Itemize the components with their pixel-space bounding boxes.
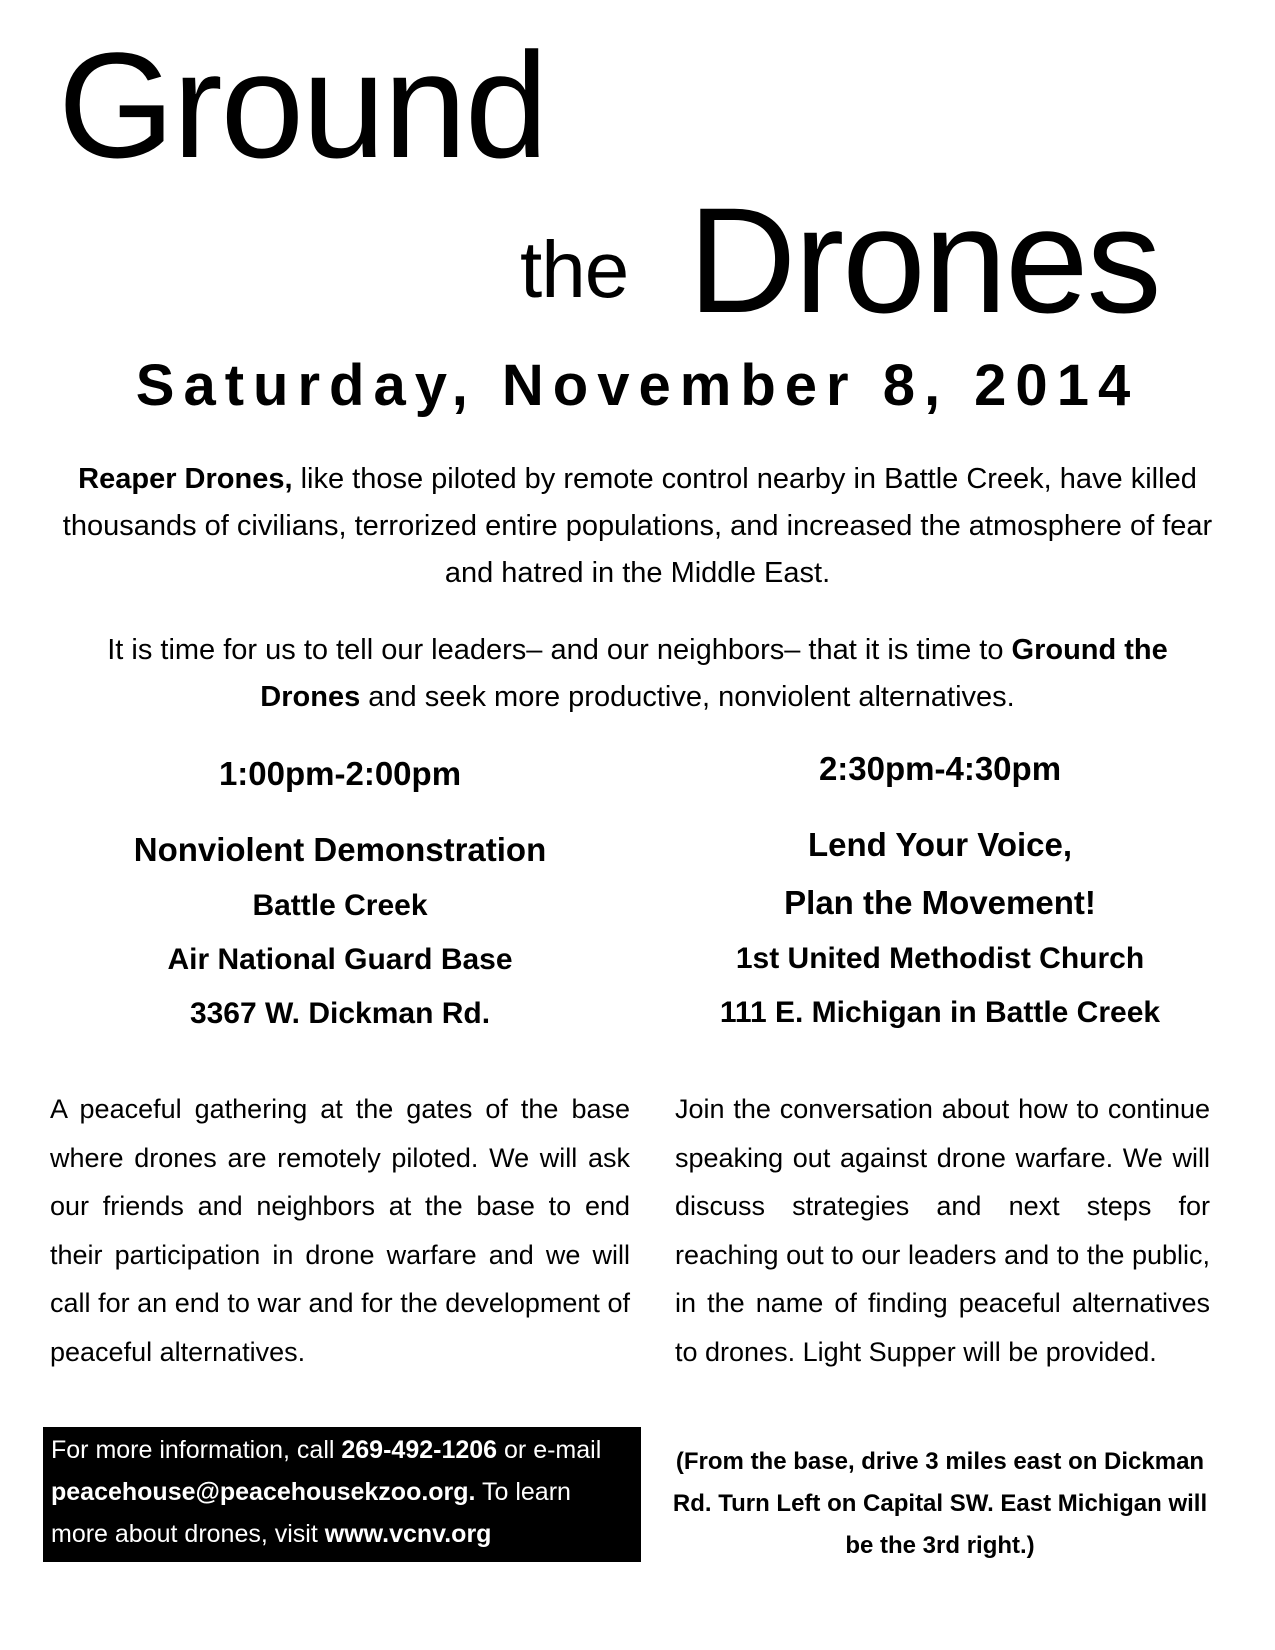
intro-paragraph-1 <box>60 456 1215 597</box>
contact-info-box <box>43 1427 641 1562</box>
title-the: the <box>520 225 629 314</box>
right-event-title-1: Lend Your Voice, <box>807 826 1073 863</box>
directions: (From the base, drive 3 miles east on Dickman Rd. Turn Left on Capital SW. East Michigan will be the 3rd right.) <box>672 1448 1208 1559</box>
website-link[interactable]: www.vcnv.org <box>324 1520 492 1548</box>
intro-bold-2: Ground the Drones <box>260 634 1168 713</box>
email-link[interactable]: peacehouse@peacehousekzoo.org. <box>51 1478 476 1506</box>
right-event-header <box>640 750 1240 1040</box>
title-drones: Drones <box>688 176 1160 344</box>
left-event-title: Nonviolent Demonstration <box>133 831 547 868</box>
left-description: A peaceful gathering at the gates of the base where drones are remotely piloted. We will ask our friends and neighbors at the base to end their participation in drone warfare and we will call for an end to war and for the development of peaceful alternatives. <box>50 1094 630 1367</box>
intro-bold: Reaper Drones, <box>78 463 293 495</box>
right-description: Join the conversation about how to continue speaking out against drone warfare. We will discuss strategies and next steps for reaching out to our leaders and to the public, in the name of finding peaceful alternatives to drones. Light Supper will be provided. <box>675 1094 1210 1367</box>
intro-text: like those piloted by remote control nearby in Battle Creek, have killed thousands of civilians, terrorized entire populations, and increased the atmosphere of fear and hatred in the Middle East. <box>62 463 1213 589</box>
info-text: or e-mail <box>497 1436 602 1464</box>
right-event-title-2: Plan the Movement! <box>784 884 1096 921</box>
left-time: 1:00pm-2:00pm <box>218 755 462 792</box>
intro-paragraph-2 <box>60 627 1215 721</box>
right-location-2: 111 E. Michigan in Battle Creek <box>719 996 1161 1029</box>
right-location-1: 1st United Methodist Church <box>735 942 1145 975</box>
title-ground: Ground <box>58 21 547 189</box>
phone-number[interactable]: 269-492-1206 <box>341 1436 498 1464</box>
info-text: For more information, call <box>51 1436 342 1464</box>
event-date: Saturday, November 8, 2014 <box>135 353 1140 418</box>
left-location-2: Air National Guard Base <box>167 943 513 976</box>
right-time: 2:30pm-4:30pm <box>818 750 1062 787</box>
left-location-3: 3367 W. Dickman Rd. <box>189 997 491 1030</box>
left-event-header <box>40 755 640 1041</box>
left-location-1: Battle Creek <box>252 889 428 922</box>
intro-text-start: It is time for us to tell our leaders– and our neighbors– that it is time to <box>107 634 1012 666</box>
intro-text-end: and seek more productive, nonviolent alternatives. <box>360 681 1015 713</box>
info-text: To learn more about drones, visit <box>51 1478 571 1548</box>
